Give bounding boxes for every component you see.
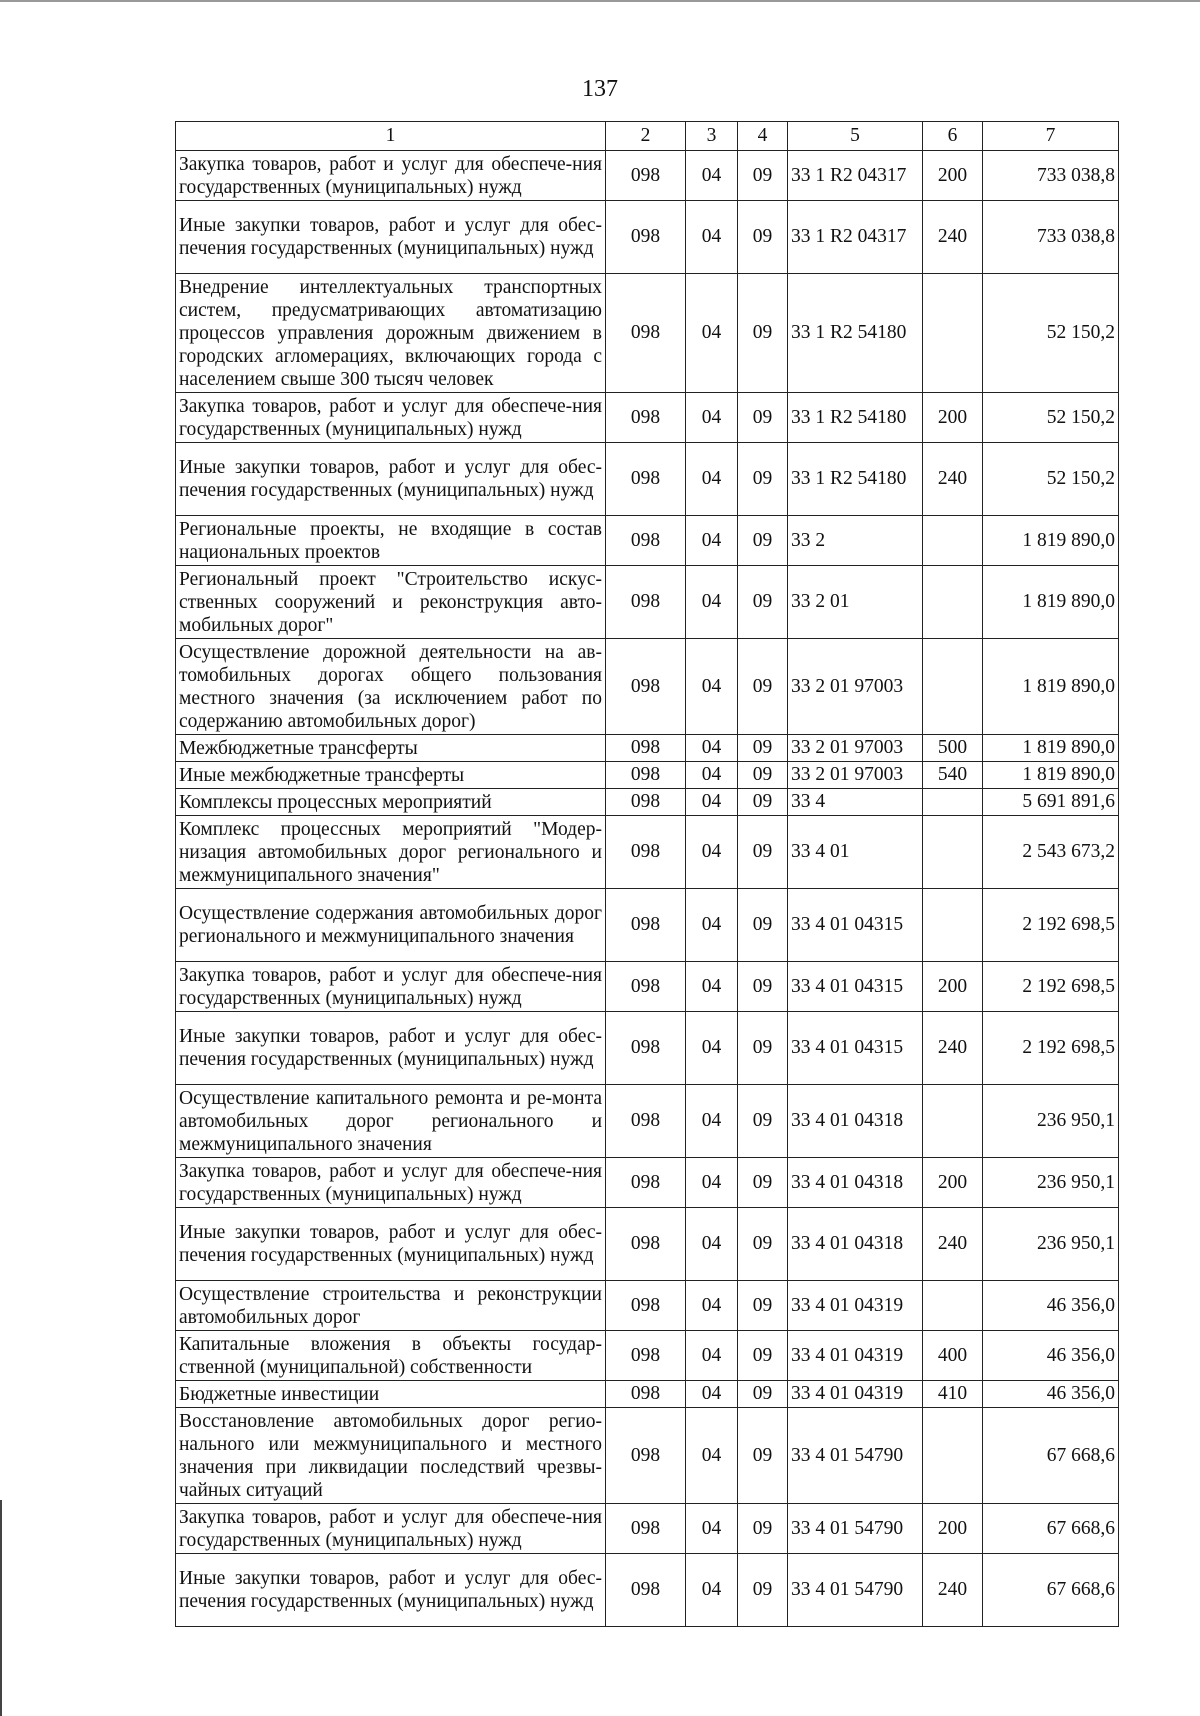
budget-item-name: Внедрение интеллектуальных транспортных систем, предусматривающих автоматизацию процессов управления дорожным движением в городских агломерациях, включающих города с населением свыше 300 тысяч человек bbox=[176, 274, 606, 393]
ministry-code: 098 bbox=[606, 962, 686, 1012]
target-article-code: 33 4 01 54790 bbox=[788, 1554, 923, 1627]
expense-type-code: 240 bbox=[923, 1208, 983, 1281]
section-code: 04 bbox=[686, 1381, 738, 1408]
subsection-code: 09 bbox=[738, 151, 788, 201]
table-row bbox=[176, 1504, 1119, 1554]
ministry-code: 098 bbox=[606, 274, 686, 393]
column-number-row bbox=[176, 122, 1119, 151]
ministry-code: 098 bbox=[606, 516, 686, 566]
expense-type-code bbox=[923, 274, 983, 393]
section-code: 04 bbox=[686, 274, 738, 393]
budget-item-name: Региональные проекты, не входящие в состав национальных проектов bbox=[176, 516, 606, 566]
budget-item-name: Межбюджетные трансферты bbox=[176, 735, 606, 762]
table-row bbox=[176, 889, 1119, 962]
amount: 236 950,1 bbox=[983, 1085, 1119, 1158]
budget-item-name: Иные закупки товаров, работ и услуг для обес-печения государственных (муниципальных) нужд bbox=[176, 443, 606, 516]
table-row bbox=[176, 735, 1119, 762]
table-row bbox=[176, 1208, 1119, 1281]
ministry-code: 098 bbox=[606, 762, 686, 789]
budget-item-name: Бюджетные инвестиции bbox=[176, 1381, 606, 1408]
section-code: 04 bbox=[686, 151, 738, 201]
table-row bbox=[176, 789, 1119, 816]
section-code: 04 bbox=[686, 1331, 738, 1381]
section-code: 04 bbox=[686, 816, 738, 889]
subsection-code: 09 bbox=[738, 1331, 788, 1381]
budget-item-name: Иные закупки товаров, работ и услуг для обес-печения государственных (муниципальных) нужд bbox=[176, 1554, 606, 1627]
expense-type-code bbox=[923, 1408, 983, 1504]
amount: 5 691 891,6 bbox=[983, 789, 1119, 816]
column-header: 6 bbox=[923, 122, 983, 151]
amount: 52 150,2 bbox=[983, 443, 1119, 516]
expense-type-code bbox=[923, 1085, 983, 1158]
scan-border-top bbox=[0, 0, 1200, 2]
budget-item-name: Закупка товаров, работ и услуг для обеспече-ния государственных (муниципальных) нужд bbox=[176, 393, 606, 443]
subsection-code: 09 bbox=[738, 1554, 788, 1627]
target-article-code: 33 4 01 bbox=[788, 816, 923, 889]
ministry-code: 098 bbox=[606, 443, 686, 516]
table-row bbox=[176, 201, 1119, 274]
ministry-code: 098 bbox=[606, 1408, 686, 1504]
table-row bbox=[176, 1158, 1119, 1208]
column-header: 2 bbox=[606, 122, 686, 151]
target-article-code: 33 2 01 bbox=[788, 566, 923, 639]
table-row bbox=[176, 962, 1119, 1012]
table-row bbox=[176, 639, 1119, 735]
target-article-code: 33 1 R2 54180 bbox=[788, 443, 923, 516]
section-code: 04 bbox=[686, 393, 738, 443]
subsection-code: 09 bbox=[738, 201, 788, 274]
section-code: 04 bbox=[686, 516, 738, 566]
subsection-code: 09 bbox=[738, 566, 788, 639]
expense-type-code bbox=[923, 816, 983, 889]
ministry-code: 098 bbox=[606, 151, 686, 201]
table-body bbox=[176, 151, 1119, 1627]
section-code: 04 bbox=[686, 735, 738, 762]
target-article-code: 33 2 01 97003 bbox=[788, 639, 923, 735]
amount: 1 819 890,0 bbox=[983, 639, 1119, 735]
target-article-code: 33 4 01 04319 bbox=[788, 1381, 923, 1408]
target-article-code: 33 4 01 04315 bbox=[788, 962, 923, 1012]
target-article-code: 33 1 R2 04317 bbox=[788, 151, 923, 201]
table-row bbox=[176, 443, 1119, 516]
expense-type-code: 240 bbox=[923, 443, 983, 516]
ministry-code: 098 bbox=[606, 393, 686, 443]
subsection-code: 09 bbox=[738, 1158, 788, 1208]
subsection-code: 09 bbox=[738, 393, 788, 443]
section-code: 04 bbox=[686, 566, 738, 639]
expense-type-code: 240 bbox=[923, 1554, 983, 1627]
target-article-code: 33 4 01 04315 bbox=[788, 1012, 923, 1085]
target-article-code: 33 4 01 04319 bbox=[788, 1331, 923, 1381]
ministry-code: 098 bbox=[606, 566, 686, 639]
amount: 1 819 890,0 bbox=[983, 516, 1119, 566]
column-header: 4 bbox=[738, 122, 788, 151]
expense-type-code: 540 bbox=[923, 762, 983, 789]
section-code: 04 bbox=[686, 639, 738, 735]
amount: 2 543 673,2 bbox=[983, 816, 1119, 889]
expense-type-code bbox=[923, 889, 983, 962]
ministry-code: 098 bbox=[606, 1554, 686, 1627]
column-header: 1 bbox=[176, 122, 606, 151]
column-header: 3 bbox=[686, 122, 738, 151]
ministry-code: 098 bbox=[606, 639, 686, 735]
ministry-code: 098 bbox=[606, 789, 686, 816]
target-article-code: 33 2 01 97003 bbox=[788, 735, 923, 762]
expense-type-code: 200 bbox=[923, 393, 983, 443]
table-row bbox=[176, 816, 1119, 889]
section-code: 04 bbox=[686, 1158, 738, 1208]
budget-item-name: Закупка товаров, работ и услуг для обеспече-ния государственных (муниципальных) нужд bbox=[176, 151, 606, 201]
ministry-code: 098 bbox=[606, 1331, 686, 1381]
amount: 1 819 890,0 bbox=[983, 566, 1119, 639]
amount: 1 819 890,0 bbox=[983, 762, 1119, 789]
budget-item-name: Восстановление автомобильных дорог регио-нального или межмуниципального и местного значения при ликвидации последствий чрезвы-чайных ситуаций bbox=[176, 1408, 606, 1504]
expense-type-code bbox=[923, 1281, 983, 1331]
subsection-code: 09 bbox=[738, 735, 788, 762]
ministry-code: 098 bbox=[606, 735, 686, 762]
ministry-code: 098 bbox=[606, 889, 686, 962]
target-article-code: 33 4 01 04315 bbox=[788, 889, 923, 962]
budget-item-name: Региональный проект "Строительство искус-ственных сооружений и реконструкция авто-мобильных дорог" bbox=[176, 566, 606, 639]
ministry-code: 098 bbox=[606, 1012, 686, 1085]
amount: 733 038,8 bbox=[983, 151, 1119, 201]
table-row bbox=[176, 1331, 1119, 1381]
target-article-code: 33 2 01 97003 bbox=[788, 762, 923, 789]
target-article-code: 33 4 01 54790 bbox=[788, 1408, 923, 1504]
expense-type-code: 410 bbox=[923, 1381, 983, 1408]
expense-type-code bbox=[923, 516, 983, 566]
amount: 236 950,1 bbox=[983, 1158, 1119, 1208]
target-article-code: 33 4 01 04318 bbox=[788, 1085, 923, 1158]
section-code: 04 bbox=[686, 1085, 738, 1158]
budget-item-name: Осуществление капитального ремонта и ре-монта автомобильных дорог регионального и межмуниципального значения bbox=[176, 1085, 606, 1158]
expense-type-code: 240 bbox=[923, 1012, 983, 1085]
table-row bbox=[176, 762, 1119, 789]
table-row bbox=[176, 1012, 1119, 1085]
section-code: 04 bbox=[686, 762, 738, 789]
budget-item-name: Иные закупки товаров, работ и услуг для обес-печения государственных (муниципальных) нужд bbox=[176, 201, 606, 274]
column-header: 7 bbox=[983, 122, 1119, 151]
subsection-code: 09 bbox=[738, 443, 788, 516]
target-article-code: 33 4 01 54790 bbox=[788, 1504, 923, 1554]
table-row bbox=[176, 274, 1119, 393]
ministry-code: 098 bbox=[606, 1504, 686, 1554]
section-code: 04 bbox=[686, 1208, 738, 1281]
expense-type-code: 240 bbox=[923, 201, 983, 274]
budget-item-name: Закупка товаров, работ и услуг для обеспече-ния государственных (муниципальных) нужд bbox=[176, 962, 606, 1012]
amount: 46 356,0 bbox=[983, 1331, 1119, 1381]
table-row bbox=[176, 1408, 1119, 1504]
scan-border-left bbox=[0, 1500, 2, 1716]
budget-item-name: Комплекс процессных мероприятий "Модер-низация автомобильных дорог регионального и межмуниципального значения" bbox=[176, 816, 606, 889]
ministry-code: 098 bbox=[606, 1158, 686, 1208]
table-row bbox=[176, 393, 1119, 443]
amount: 67 668,6 bbox=[983, 1504, 1119, 1554]
amount: 2 192 698,5 bbox=[983, 962, 1119, 1012]
section-code: 04 bbox=[686, 1012, 738, 1085]
table-row bbox=[176, 566, 1119, 639]
target-article-code: 33 1 R2 54180 bbox=[788, 393, 923, 443]
subsection-code: 09 bbox=[738, 639, 788, 735]
column-header: 5 bbox=[788, 122, 923, 151]
table-row bbox=[176, 1085, 1119, 1158]
budget-item-name: Иные закупки товаров, работ и услуг для обес-печения государственных (муниципальных) нужд bbox=[176, 1012, 606, 1085]
amount: 52 150,2 bbox=[983, 393, 1119, 443]
expense-type-code: 200 bbox=[923, 1504, 983, 1554]
table-row bbox=[176, 1381, 1119, 1408]
subsection-code: 09 bbox=[738, 789, 788, 816]
budget-table bbox=[175, 121, 1119, 1627]
ministry-code: 098 bbox=[606, 201, 686, 274]
budget-item-name: Иные межбюджетные трансферты bbox=[176, 762, 606, 789]
section-code: 04 bbox=[686, 962, 738, 1012]
target-article-code: 33 4 01 04318 bbox=[788, 1208, 923, 1281]
amount: 46 356,0 bbox=[983, 1381, 1119, 1408]
section-code: 04 bbox=[686, 201, 738, 274]
amount: 67 668,6 bbox=[983, 1554, 1119, 1627]
page-number: 137 bbox=[582, 76, 618, 102]
section-code: 04 bbox=[686, 1554, 738, 1627]
amount: 733 038,8 bbox=[983, 201, 1119, 274]
subsection-code: 09 bbox=[738, 1504, 788, 1554]
budget-item-name: Осуществление содержания автомобильных дорог регионального и межмуниципального значения bbox=[176, 889, 606, 962]
table-row bbox=[176, 516, 1119, 566]
table-row bbox=[176, 1281, 1119, 1331]
expense-type-code: 200 bbox=[923, 1158, 983, 1208]
budget-item-name: Закупка товаров, работ и услуг для обеспече-ния государственных (муниципальных) нужд bbox=[176, 1158, 606, 1208]
target-article-code: 33 1 R2 04317 bbox=[788, 201, 923, 274]
ministry-code: 098 bbox=[606, 816, 686, 889]
expense-type-code: 200 bbox=[923, 151, 983, 201]
amount: 2 192 698,5 bbox=[983, 889, 1119, 962]
subsection-code: 09 bbox=[738, 1012, 788, 1085]
amount: 52 150,2 bbox=[983, 274, 1119, 393]
subsection-code: 09 bbox=[738, 1408, 788, 1504]
budget-item-name: Осуществление дорожной деятельности на ав-томобильных дорогах общего пользования местного значения (за исключением работ по содержанию автомобильных дорог) bbox=[176, 639, 606, 735]
target-article-code: 33 4 bbox=[788, 789, 923, 816]
table-row bbox=[176, 1554, 1119, 1627]
amount: 2 192 698,5 bbox=[983, 1012, 1119, 1085]
subsection-code: 09 bbox=[738, 962, 788, 1012]
ministry-code: 098 bbox=[606, 1085, 686, 1158]
subsection-code: 09 bbox=[738, 516, 788, 566]
subsection-code: 09 bbox=[738, 762, 788, 789]
section-code: 04 bbox=[686, 443, 738, 516]
subsection-code: 09 bbox=[738, 1381, 788, 1408]
ministry-code: 098 bbox=[606, 1381, 686, 1408]
target-article-code: 33 2 bbox=[788, 516, 923, 566]
subsection-code: 09 bbox=[738, 816, 788, 889]
budget-item-name: Осуществление строительства и реконструкции автомобильных дорог bbox=[176, 1281, 606, 1331]
target-article-code: 33 1 R2 54180 bbox=[788, 274, 923, 393]
subsection-code: 09 bbox=[738, 889, 788, 962]
ministry-code: 098 bbox=[606, 1208, 686, 1281]
section-code: 04 bbox=[686, 1281, 738, 1331]
target-article-code: 33 4 01 04318 bbox=[788, 1158, 923, 1208]
section-code: 04 bbox=[686, 889, 738, 962]
section-code: 04 bbox=[686, 1504, 738, 1554]
target-article-code: 33 4 01 04319 bbox=[788, 1281, 923, 1331]
subsection-code: 09 bbox=[738, 1085, 788, 1158]
section-code: 04 bbox=[686, 1408, 738, 1504]
amount: 46 356,0 bbox=[983, 1281, 1119, 1331]
budget-item-name: Комплексы процессных мероприятий bbox=[176, 789, 606, 816]
expense-type-code: 200 bbox=[923, 962, 983, 1012]
amount: 236 950,1 bbox=[983, 1208, 1119, 1281]
budget-item-name: Иные закупки товаров, работ и услуг для обес-печения государственных (муниципальных) нужд bbox=[176, 1208, 606, 1281]
subsection-code: 09 bbox=[738, 1281, 788, 1331]
expense-type-code: 500 bbox=[923, 735, 983, 762]
expense-type-code: 400 bbox=[923, 1331, 983, 1381]
budget-item-name: Капитальные вложения в объекты государ-ственной (муниципальной) собственности bbox=[176, 1331, 606, 1381]
amount: 1 819 890,0 bbox=[983, 735, 1119, 762]
subsection-code: 09 bbox=[738, 1208, 788, 1281]
ministry-code: 098 bbox=[606, 1281, 686, 1331]
table-row bbox=[176, 151, 1119, 201]
section-code: 04 bbox=[686, 789, 738, 816]
expense-type-code bbox=[923, 789, 983, 816]
budget-item-name: Закупка товаров, работ и услуг для обеспече-ния государственных (муниципальных) нужд bbox=[176, 1504, 606, 1554]
amount: 67 668,6 bbox=[983, 1408, 1119, 1504]
subsection-code: 09 bbox=[738, 274, 788, 393]
expense-type-code bbox=[923, 566, 983, 639]
expense-type-code bbox=[923, 639, 983, 735]
